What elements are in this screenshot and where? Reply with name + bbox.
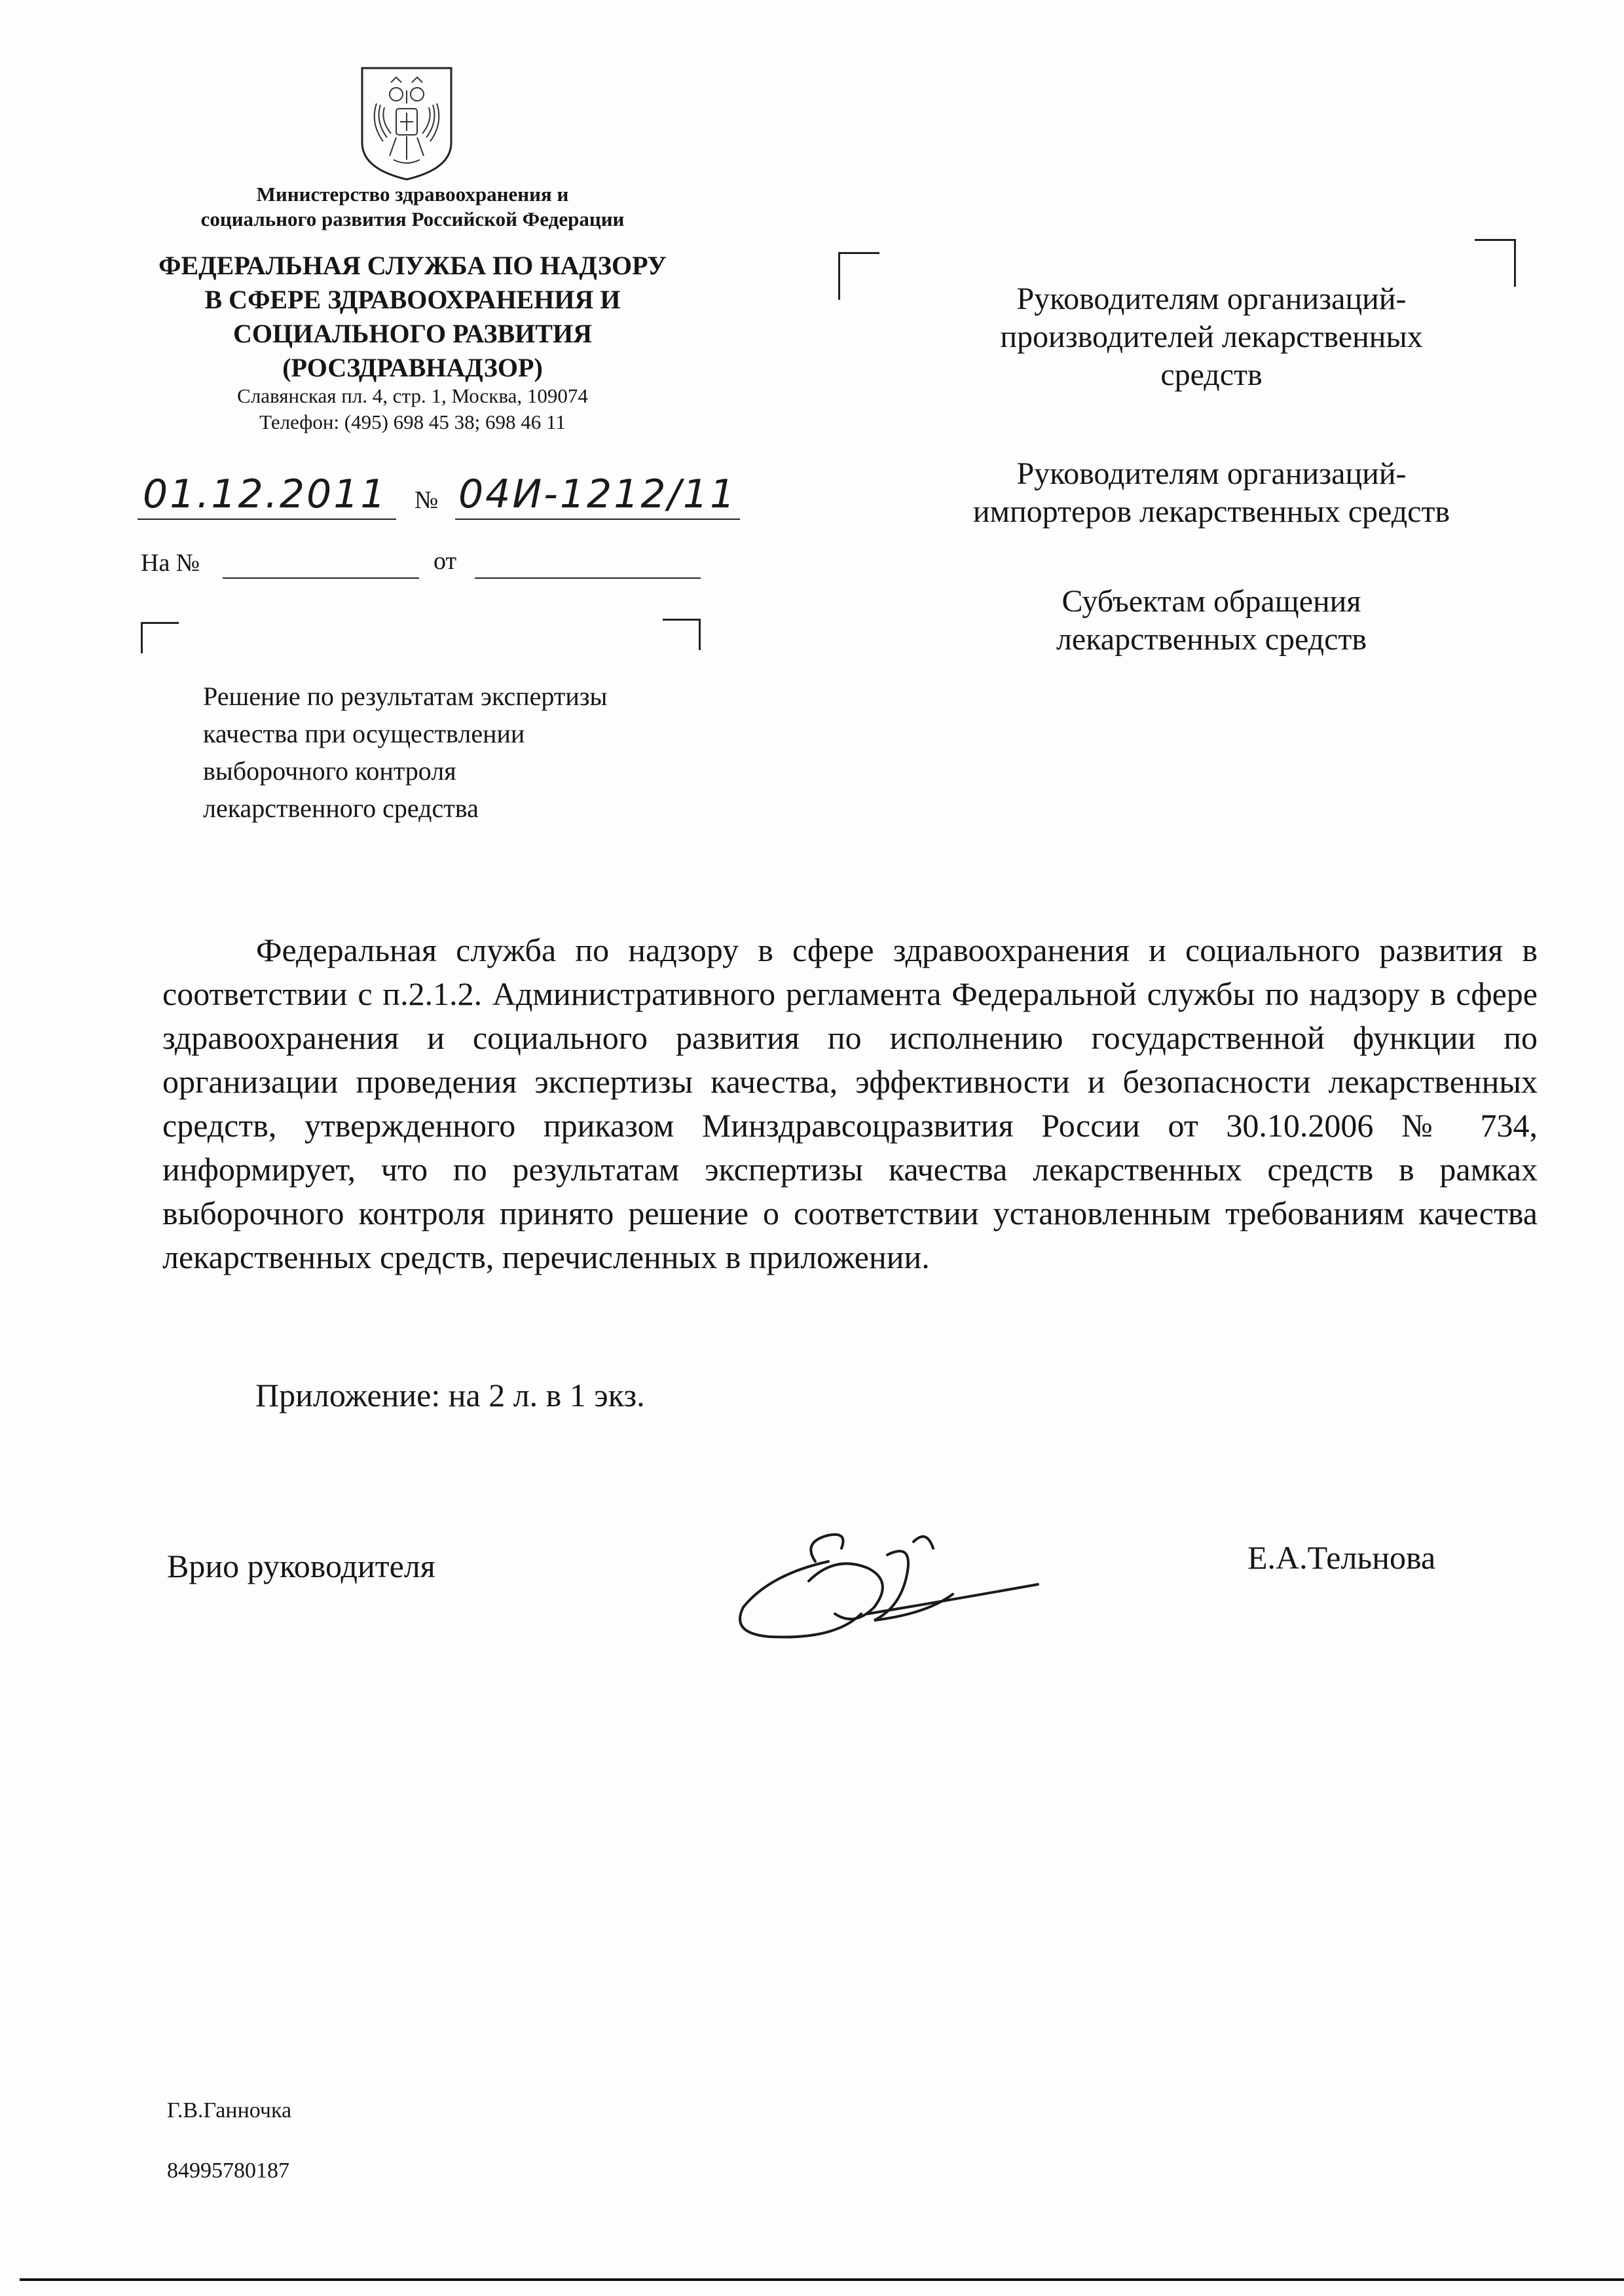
- handwritten-signature: [730, 1503, 1058, 1653]
- footer-rule: [20, 2278, 1624, 2281]
- from-label: от: [434, 547, 457, 575]
- registration-date: 01.12.2011: [143, 471, 388, 517]
- service-name-line: В СФЕРЕ ЗДРАВООХРАНЕНИЯ И: [204, 285, 621, 314]
- contact-phone: 84995780187: [167, 2159, 289, 2183]
- phone-line: Телефон: (495) 698 45 38; 698 46 11: [259, 410, 566, 433]
- addressee-manufacturers: Руководителям организаций- производителей лекарственных средств: [1000, 282, 1423, 392]
- body-paragraph: Федеральная служба по надзору в сфере здравоохранения и социального развития в соответствии с п.2.1.2. Административного регламента Федеральной службы по надзору в сфере здравоохранения и социального развития по исполнению государственной функции по организации проведения экспертизы качества, эффективности и безопасности лекарственных средств, утвержденного приказом Минздравсоцразвития России от 30.10.2006 № 734, информирует, что по результатам экспертизы качества лекарственных средств в рамках выборочного контроля принято решение о соответствии установленным требованиям качества лекарственных средств, перечисленных в приложении.: [162, 932, 1538, 1275]
- registration-number: 04И-1212/11: [458, 471, 737, 517]
- service-name-line: СОЦИАЛЬНОГО РАЗВИТИЯ: [233, 319, 592, 348]
- contact-person: Г.В.Ганночка: [167, 2098, 292, 2123]
- number-underline: [455, 519, 740, 520]
- subject-bracket-left: [141, 622, 179, 653]
- from-underline: [475, 577, 701, 579]
- signer-name: Е.А.Тельнова: [1247, 1539, 1436, 1576]
- state-emblem-icon: [357, 64, 456, 182]
- ministry-name: Министерство здравоохранения и социального развития Российской Федерации: [200, 183, 625, 230]
- addressee-importers: Руководителям организаций- импортеров лекарственных средств: [972, 456, 1450, 529]
- addressee-subjects: Субъектам обращения лекарственных средств: [1056, 584, 1367, 657]
- subject-bracket-right: [663, 619, 701, 650]
- subject-text: Решение по результатам экспертизы качества при осуществлении выборочного контроля лекарственного средства: [203, 682, 608, 823]
- address-line: Славянская пл. 4, стр. 1, Москва, 109074: [237, 384, 588, 407]
- reference-label: На №: [141, 549, 200, 577]
- service-name-line: (РОСЗДРАВНАДЗОР): [282, 353, 543, 382]
- number-label: №: [415, 486, 439, 514]
- addressee-bracket-left: [838, 252, 879, 300]
- reference-underline: [223, 577, 419, 579]
- service-address: [124, 383, 701, 435]
- signer-role: Врио руководителя: [167, 1548, 435, 1584]
- date-underline: [138, 519, 396, 520]
- attachment-note: Приложение: на 2 л. в 1 экз.: [255, 1377, 645, 1413]
- contact-info: [167, 2066, 291, 2216]
- service-name: [124, 249, 701, 385]
- service-name-line: ФЕДЕРАЛЬНАЯ СЛУЖБА ПО НАДЗОРУ: [158, 251, 667, 280]
